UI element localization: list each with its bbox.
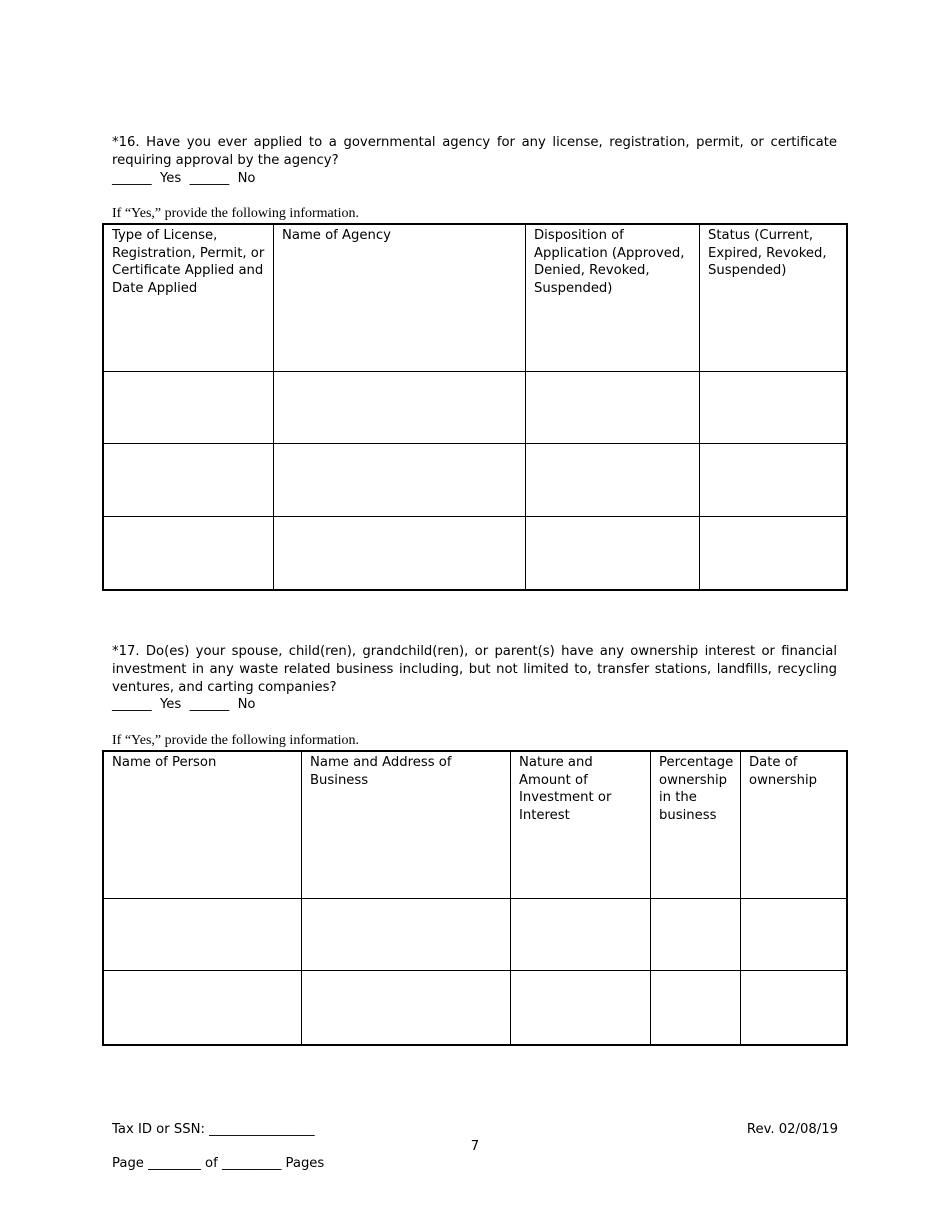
table-cell-input[interactable] (511, 826, 651, 899)
table-cell-input[interactable] (104, 899, 302, 971)
table-cell-input[interactable] (700, 372, 846, 444)
table-cell-input[interactable] (700, 517, 846, 589)
table-header-row (104, 225, 846, 299)
table-cell-input[interactable] (104, 299, 274, 372)
page-number: 7 (470, 1139, 480, 1154)
column-header-ownership-percentage: Percentage ownership in the business (651, 752, 741, 826)
question-16-if-yes-instruction: If “Yes,” provide the following information. (112, 206, 360, 221)
table-cell-input[interactable] (651, 899, 741, 971)
table-cell-input[interactable] (274, 372, 526, 444)
table-cell-input[interactable] (302, 826, 511, 899)
column-header-person-name: Name of Person (104, 752, 302, 826)
table-cell-input[interactable] (700, 444, 846, 517)
table-cell-input[interactable] (274, 517, 526, 589)
table-cell-input[interactable] (526, 372, 700, 444)
revision-date: Rev. 02/08/19 (746, 1122, 838, 1137)
table-row (104, 299, 846, 372)
question-17-yes-no[interactable]: ______ Yes ______ No (112, 697, 256, 712)
table-cell-input[interactable] (274, 299, 526, 372)
table-cell-input[interactable] (104, 971, 302, 1044)
table-cell-input[interactable] (741, 971, 846, 1044)
column-header-license-type: Type of License, Registration, Permit, or Certificate Applied and Date Applied (104, 225, 274, 299)
table-row (104, 517, 846, 589)
table-row (104, 372, 846, 444)
column-header-disposition: Disposition of Application (Approved, Denied, Revoked, Suspended) (526, 225, 700, 299)
question-16-text: *16. Have you ever applied to a governmental agency for any license, registration, permit, or certificate requiring approval by the agency? (112, 135, 837, 168)
table-cell-input[interactable] (511, 899, 651, 971)
table-cell-input[interactable] (741, 899, 846, 971)
table-cell-input[interactable] (526, 517, 700, 589)
table-cell-input[interactable] (651, 971, 741, 1044)
question-16-yes-no[interactable]: ______ Yes ______ No (112, 171, 256, 186)
table-cell-input[interactable] (651, 826, 741, 899)
table-cell-input[interactable] (526, 444, 700, 517)
table-cell-input[interactable] (104, 444, 274, 517)
table-cell-input[interactable] (700, 299, 846, 372)
table-row (104, 899, 846, 971)
question-17-table (102, 750, 848, 1046)
table-cell-input[interactable] (104, 372, 274, 444)
table-cell-input[interactable] (511, 971, 651, 1044)
page-count-field[interactable]: Page ________ of _________ Pages (112, 1156, 325, 1171)
table-cell-input[interactable] (302, 971, 511, 1044)
table-row (104, 971, 846, 1044)
column-header-agency-name: Name of Agency (274, 225, 526, 299)
column-header-status: Status (Current, Expired, Revoked, Suspended) (708, 228, 827, 278)
table-cell-input[interactable] (302, 899, 511, 971)
column-header-investment-nature: Nature and Amount of Investment or Interest (511, 752, 651, 826)
column-header-business-name-address: Name and Address of Business (302, 752, 511, 826)
table-cell-input[interactable] (274, 444, 526, 517)
table-cell-input[interactable] (526, 299, 700, 372)
question-17-if-yes-instruction: If “Yes,” provide the following information. (112, 733, 360, 748)
table-cell-input[interactable] (104, 826, 302, 899)
question-17-text: *17. Do(es) your spouse, child(ren), grandchild(ren), or parent(s) have any ownership interest or financial investment in any waste related business including, but not limited to, transfer stations, landfills, recycling ventures, and carting companies? (112, 644, 837, 695)
column-header-ownership-date: Date of ownership (749, 755, 818, 788)
table-row (104, 826, 846, 899)
table-cell-input[interactable] (741, 826, 846, 899)
table-cell-input[interactable] (104, 517, 274, 589)
tax-id-field[interactable]: Tax ID or SSN: ________________ (112, 1122, 315, 1137)
table-header-row (104, 752, 846, 826)
table-row (104, 444, 846, 517)
question-16-table (102, 223, 848, 591)
